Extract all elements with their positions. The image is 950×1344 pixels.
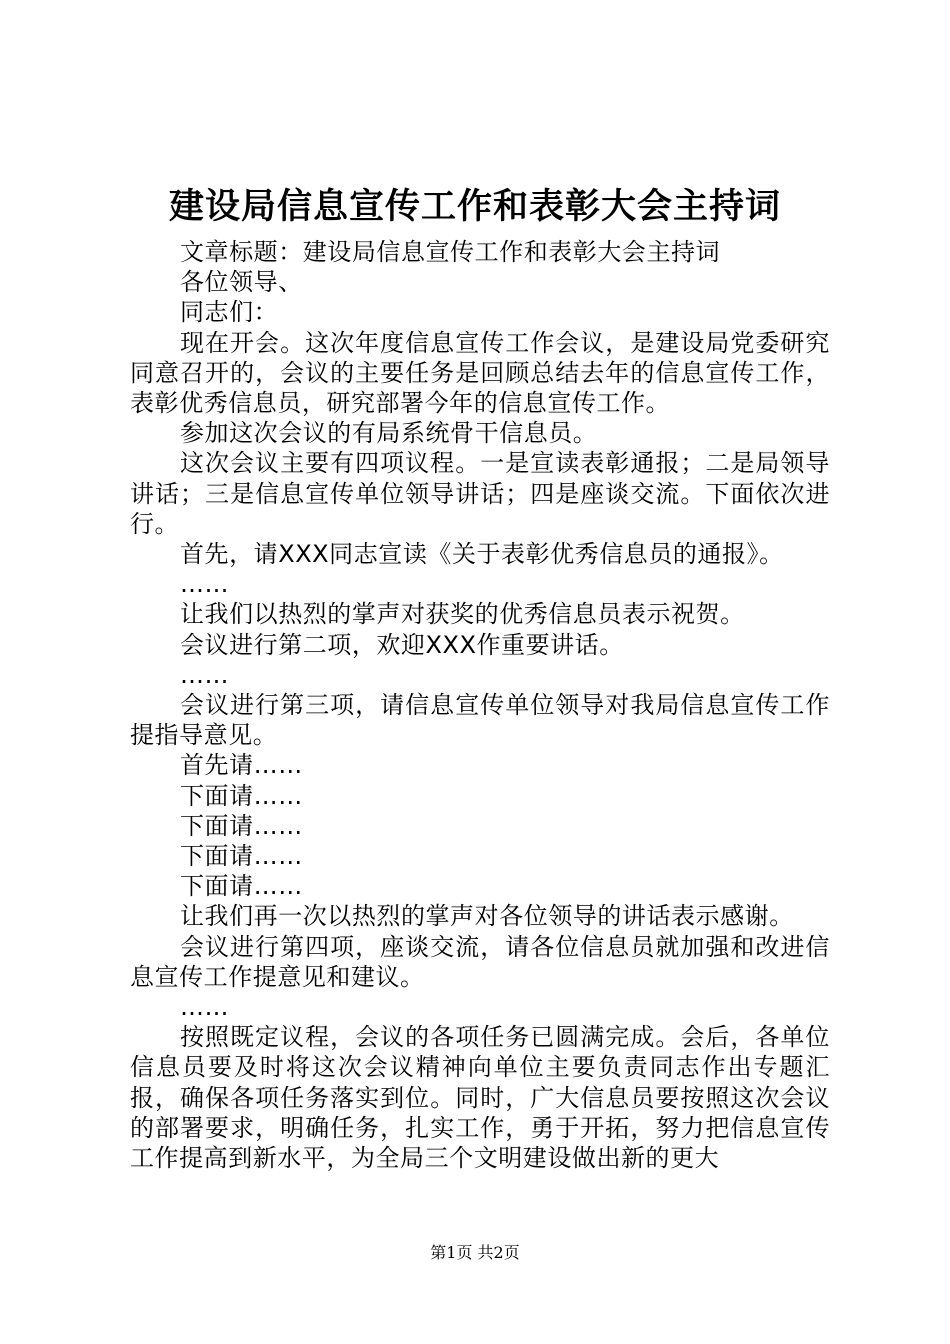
ellipsis-line: …… (180, 993, 230, 1022)
paragraph: 文章标题：建设局信息宣传工作和表彰大会主持词 (180, 238, 721, 266)
paragraph: 下面请…… (180, 842, 303, 871)
paragraph: 首先请…… (180, 751, 303, 780)
paragraph: 首先，请XXX同志宣读《关于表彰优秀信息员的通报》。 (180, 540, 784, 569)
paragraph: 会议进行第三项，请信息宣传单位领导对我局信息宣传工作提指导意见。 (130, 691, 830, 750)
ellipsis-line: …… (180, 660, 230, 689)
paragraph: 各位领导、 (180, 268, 303, 297)
page-footer: 第1页 共2页 (430, 1243, 520, 1262)
paragraph: 这次会议主要有四项议程。一是宣读表彰通报；二是局领导讲话；三是信息宣传单位领导讲话；四是座谈交流。下面依次进行。 (130, 449, 830, 538)
paragraph: 让我们再一次以热烈的掌声对各位领导的讲话表示感谢。 (180, 902, 794, 931)
paragraph: 下面请…… (180, 811, 303, 840)
document-title: 建设局信息宣传工作和表彰大会主持词 (168, 186, 781, 227)
paragraph: 下面请…… (180, 781, 303, 810)
paragraph: 参加这次会议的有局系统骨干信息员。 (180, 419, 598, 448)
paragraph: 现在开会。这次年度信息宣传工作会议，是建设局党委研究同意召开的，会议的主要任务是回顾总结去年的信息宣传工作，表彰优秀信息员，研究部署今年的信息宣传工作。 (130, 328, 830, 418)
paragraph: 会议进行第二项，欢迎XXX作重要讲话。 (180, 630, 624, 659)
paragraph: 按照既定议程，会议的各项任务已圆满完成。会后，各单位信息员要及时将这次会议精神向单位主要负责同志作出专题汇报，确保各项任务落实到位。同时，广大信息员要按照这次会议的部署要求，明确任务，扎实工作，勇于开拓，努力把信息宣传工作提高到新水平，为全局三个文明建设做出新的更大 (130, 1023, 830, 1173)
ellipsis-line: …… (180, 570, 230, 599)
paragraph: 会议进行第四项，座谈交流，请各位信息员就加强和改进信息宣传工作提意见和建议。 (130, 932, 830, 991)
document-body (130, 237, 830, 1173)
paragraph: 下面请…… (180, 872, 303, 901)
paragraph: 让我们以热烈的掌声对获奖的优秀信息员表示祝贺。 (180, 600, 745, 629)
paragraph: 同志们： (180, 298, 279, 327)
